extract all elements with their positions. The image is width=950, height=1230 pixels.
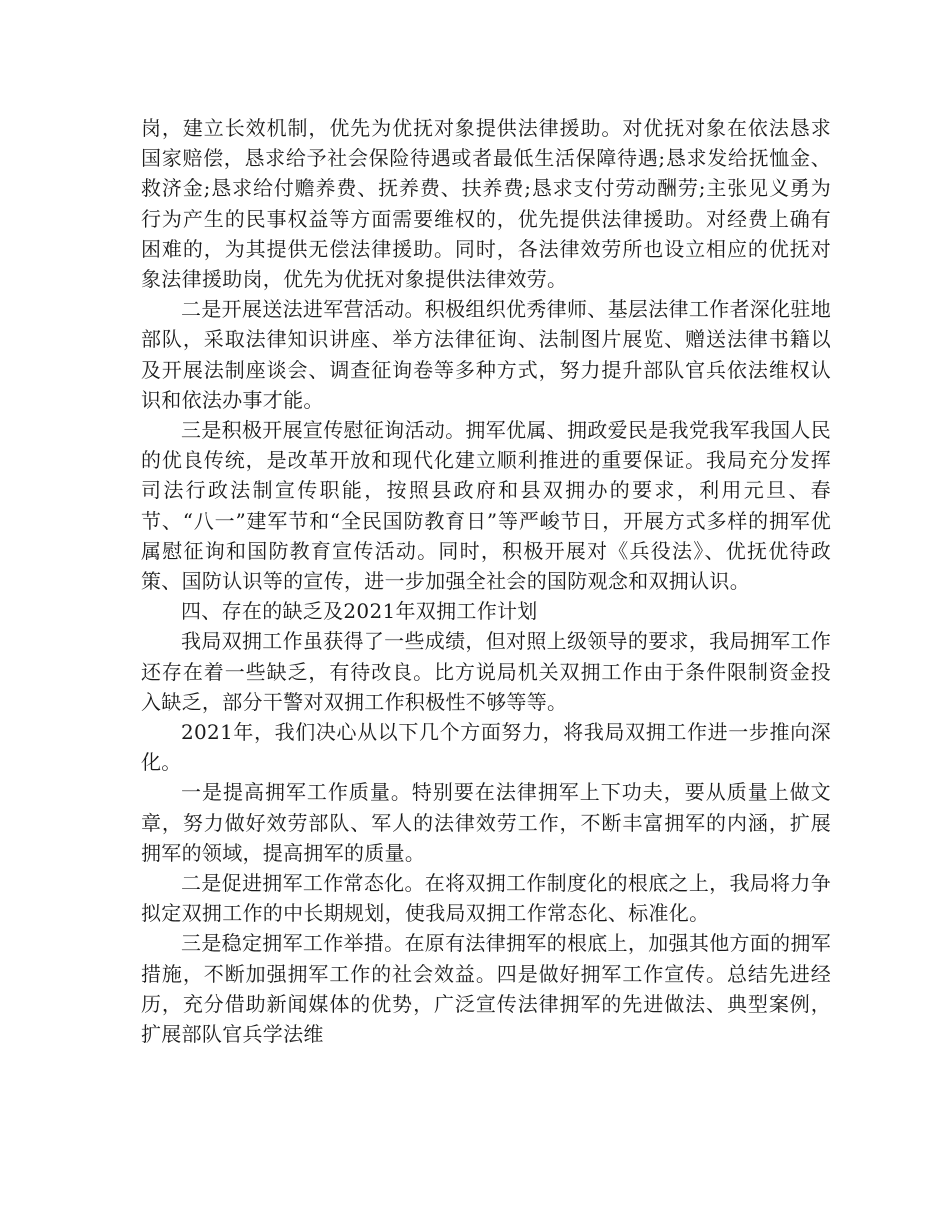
section-heading-shortcomings-plan: 四、存在的缺乏及2021年双拥工作计划	[181, 599, 538, 624]
paragraph-normalization: 二是促进拥军工作常态化。在将双拥工作制度化的根底之上，我局将力争拟定双拥工作的中长期规划，使我局双拥工作常态化、标准化。	[141, 871, 831, 926]
paragraph-2021-goal: 2021年，我们决心从以下几个方面努力，将我局双拥工作进一步推向深化。	[141, 720, 831, 775]
paragraph-legal-aid-continued: 岗，建立长效机制，优先为优抚对象提供法律援助。对优抚对象在依法恳求国家赔偿，恳求给予社会保险待遇或者最低生活保障待遇;恳求发给抚恤金、救济金;恳求给付赡养费、抚养费、扶养费;恳求支付劳动酬劳;主张见义勇为行为产生的民事权益等方面需要维权的，优先提供法律援助。对经费上确有困难的，为其提供无偿法律援助。同时，各法律效劳所也设立相应的优抚对象法律援助岗，优先为优抚对象提供法律效劳。	[141, 116, 831, 292]
paragraph-publicity-activities: 三是积极开展宣传慰征询活动。拥军优属、拥政爱民是我党我军我国人民的优良传统，是改革开放和现代化建立顺利推进的重要保证。我局充分发挥司法行政法制宣传职能，按照县政府和县双拥办的要求，利用元旦、春节、“八一”建军节和“全民国防教育日”等严峻节日，开展方式多样的拥军优属慰征询和国防教育宣传活动。同时，积极开展对《兵役法》、优抚优待政策、国防认识等的宣传，进一步加强全社会的国防观念和双拥认识。	[141, 418, 831, 594]
paragraph-law-to-barracks: 二是开展送法进军营活动。积极组织优秀律师、基层法律工作者深化驻地部队，采取法律知识讲座、举方法律征询、法制图片展览、赠送法律书籍以及开展法制座谈会、调查征询卷等多种方式，努力提升部队官兵依法维权认识和依法办事才能。	[141, 297, 831, 412]
document-body	[141, 113, 831, 1049]
paragraph-improve-quality: 一是提高拥军工作质量。特别要在法律拥军上下功夫，要从质量上做文章，努力做好效劳部队、军人的法律效劳工作，不断丰富拥军的内涵，扩展拥军的领域，提高拥军的质量。	[141, 780, 831, 865]
paragraph-shortcomings: 我局双拥工作虽获得了一些成绩，但对照上级领导的要求，我局拥军工作还存在着一些缺乏，有待改良。比方说局机关双拥工作由于条件限制资金投入缺乏，部分干警对双拥工作积极性不够等等。	[141, 629, 831, 714]
paragraph-stabilize-measures: 三是稳定拥军工作举措。在原有法律拥军的根底上，加强其他方面的拥军措施，不断加强拥军工作的社会效益。四是做好拥军工作宣传。总结先进经历，充分借助新闻媒体的优势，广泛宣传法律拥军的先进做法、典型案例，扩展部队官兵学法维	[141, 931, 831, 1047]
